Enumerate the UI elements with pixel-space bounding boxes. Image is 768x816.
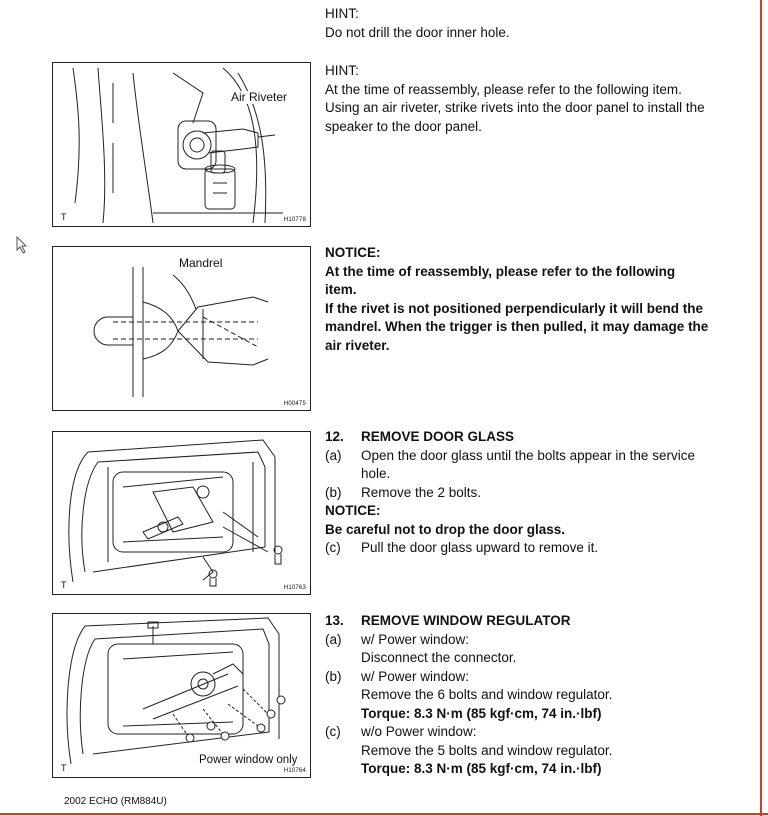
step-13-heading — [325, 612, 717, 631]
notice-1-line: air riveter. — [325, 337, 390, 353]
step-12-heading — [325, 428, 717, 447]
step-13 — [325, 612, 717, 779]
step-12-notice-title: NOTICE: — [325, 503, 381, 518]
frame-right-border — [760, 0, 762, 816]
step-12 — [325, 428, 717, 558]
item-letter: (b) — [325, 668, 342, 684]
step-13-item-a-cont: Disconnect the connector. — [361, 650, 517, 665]
hint-2-line: speaker to the door panel. — [325, 118, 482, 134]
step-12-item-a — [325, 447, 717, 466]
step-12-notice-text: Be careful not to drop the door glass. — [325, 521, 566, 537]
step-12-item-a-cont: hole. — [361, 466, 391, 481]
step-13-item-c-cont: Remove the 5 bolts and window regulator. — [361, 742, 613, 758]
figure-code: H10778 — [283, 217, 306, 223]
step-13-item-b — [325, 668, 717, 687]
notice-1-line: item. — [325, 282, 357, 297]
item-letter: (a) — [325, 447, 342, 463]
item-text: w/ Power window: — [361, 668, 470, 684]
figure-air-riveter — [52, 62, 311, 227]
hint-2-line: At the time of reassembly, please refer to the following item. — [325, 81, 682, 97]
item-text: Remove the 2 bolts. — [361, 484, 482, 500]
step-13-item-a — [325, 631, 717, 650]
figure-code: H00475 — [283, 401, 306, 407]
hint-1-text: Do not drill the door inner hole. — [325, 24, 510, 40]
figure-code: H10764 — [283, 768, 306, 774]
door-glass-illustration — [53, 432, 311, 595]
step-13-item-b-torque: Torque: 8.3 N·m (85 kgf·cm, 74 in.·lbf) — [361, 705, 602, 721]
figure-mandrel — [52, 246, 311, 411]
notice-1-line: mandrel. When the trigger is then pulled, it may damage the — [325, 319, 709, 334]
frame-bottom-border — [0, 813, 768, 815]
mouse-cursor-icon — [16, 236, 28, 254]
step-13-number: 13. — [325, 613, 344, 628]
figure-code: H10763 — [283, 585, 306, 591]
air-riveter-illustration — [53, 63, 311, 227]
notice-1-line: At the time of reassembly, please refer to the following — [325, 263, 676, 279]
item-text: Open the door glass until the bolts appear in the service — [361, 447, 695, 463]
item-text: w/ Power window: — [361, 631, 470, 647]
item-letter: (c) — [325, 724, 341, 739]
step-12-title: REMOVE DOOR GLASS — [361, 429, 515, 444]
notice-1-title: NOTICE: — [325, 245, 381, 260]
hint-1-title: HINT: — [325, 6, 359, 21]
item-letter: (a) — [325, 631, 342, 647]
item-text: w/o Power window: — [361, 724, 477, 739]
step-13-item-c — [325, 723, 717, 742]
step-12-item-b — [325, 484, 717, 503]
notice-1-line: If the rivet is not positioned perpendicularly it will bend the — [325, 300, 704, 316]
air-riveter-label: Air Riveter — [231, 90, 288, 104]
page-footer: 2002 ECHO (RM884U) — [64, 796, 167, 807]
hint-2-title: HINT: — [325, 63, 359, 78]
figure-door-glass — [52, 431, 311, 595]
figure-orientation-mark: T — [61, 580, 67, 590]
figure-window-regulator — [52, 613, 311, 778]
power-window-only-label: Power window only — [199, 754, 298, 766]
item-letter: (b) — [325, 484, 342, 500]
step-13-title: REMOVE WINDOW REGULATOR — [361, 613, 571, 628]
hint-2 — [325, 62, 717, 136]
item-letter: (c) — [325, 540, 341, 555]
mandrel-illustration — [53, 247, 311, 411]
figure-orientation-mark: T — [61, 212, 67, 222]
item-text: Pull the door glass upward to remove it. — [361, 540, 599, 555]
step-12-number: 12. — [325, 429, 344, 444]
hint-1 — [325, 5, 717, 42]
hint-2-line: Using an air riveter, strike rivets into the door panel to install the — [325, 100, 705, 115]
step-13-item-c-torque: Torque: 8.3 N·m (85 kgf·cm, 74 in.·lbf) — [361, 761, 602, 776]
step-13-item-b-cont: Remove the 6 bolts and window regulator. — [361, 687, 613, 702]
step-12-item-c — [325, 539, 717, 558]
mandrel-label: Mandrel — [179, 256, 223, 270]
figure-orientation-mark: T — [61, 763, 67, 773]
notice-1 — [325, 244, 717, 355]
